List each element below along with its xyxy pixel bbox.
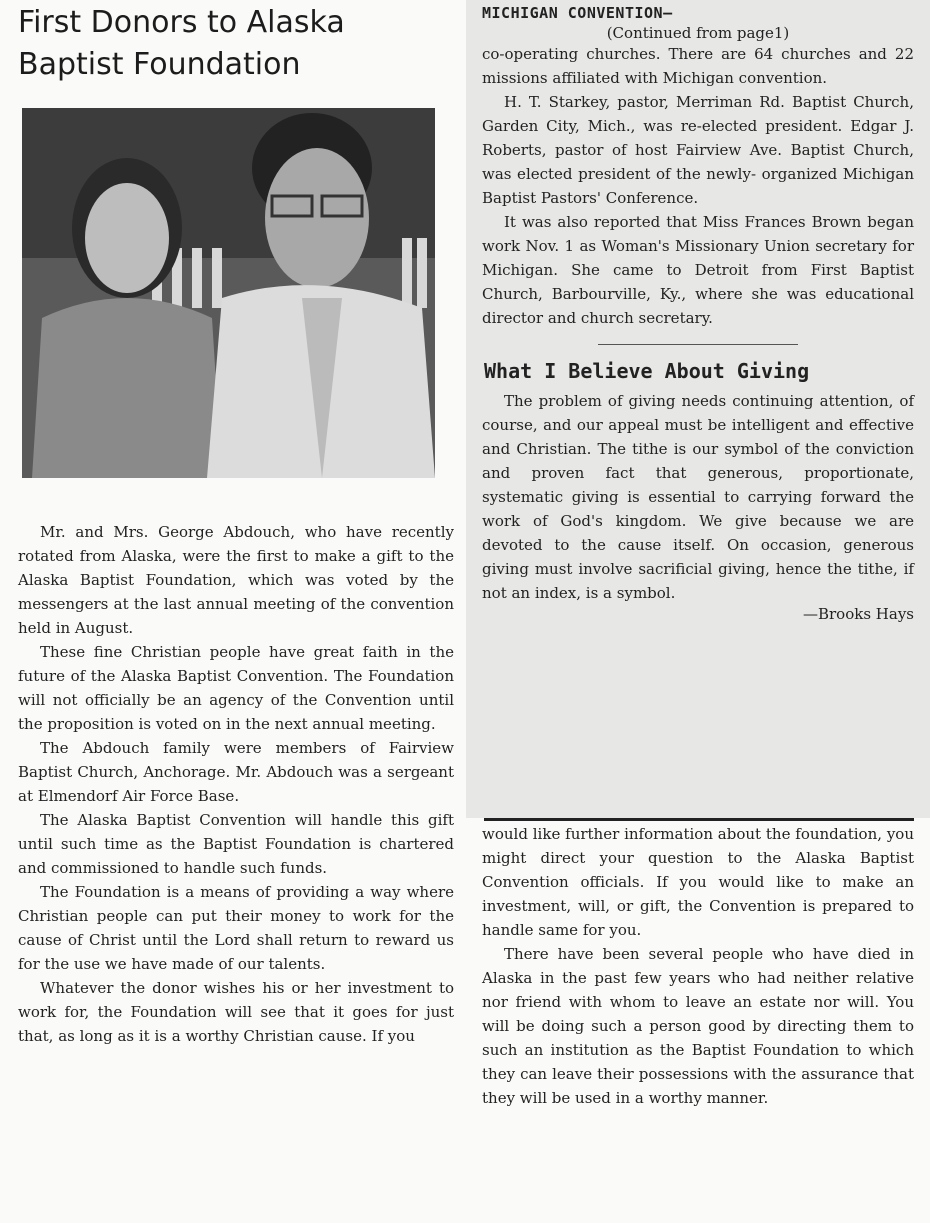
column-divider	[484, 818, 914, 821]
continued-article-body	[466, 822, 930, 1110]
byline: —Brooks Hays	[802, 605, 914, 623]
photo-illustration	[22, 108, 435, 478]
michigan-convention-box	[466, 0, 930, 818]
paragraph: The Abdouch family were members of Fairview Baptist Church, Anchorage. Mr. Abdouch was a sergeant at Elmendorf Air Force Base.	[18, 739, 454, 805]
paragraph: There have been several people who have died in Alaska in the past few years who had neither relative nor friend with whom to leave an estate nor will. You will be doing such a person good by directing them to such an institution as the Baptist Foundation to which they can leave their possessions with the assurance that they will be used in a worthy manner.	[482, 945, 914, 1107]
continued-note: (Continued from page1)	[606, 24, 790, 42]
paragraph: Whatever the donor wishes his or her investment to work for, the Foundation will see that it goes for just that, as long as it is a worthy Christian cause. If you	[18, 979, 454, 1045]
paragraph: It was also reported that Miss Frances Brown began work Nov. 1 as Woman's Missionary Union secretary for Michigan. She came to Detroit from First Baptist Church, Barbourville, Ky., where she was educational director and church secretary.	[482, 213, 914, 327]
paragraph: co-operating churches. There are 64 churches and 22 missions affiliated with Michigan convention.	[482, 45, 914, 87]
paragraph: These fine Christian people have great faith in the future of the Alaska Baptist Convention. The Foundation will not officially be an agency of the Convention until the proposition is voted on in the next annual meeting.	[18, 643, 454, 733]
michigan-article-body	[466, 42, 930, 330]
paragraph: The Alaska Baptist Convention will handle this gift until such time as the Baptist Foundation is chartered and commissioned to handle such funds.	[18, 811, 454, 877]
paragraph: Mr. and Mrs. George Abdouch, who have recently rotated from Alaska, were the first to make a gift to the Alaska Baptist Foundation, which was voted by the messengers at the last annual meeting of the convention held in August.	[18, 523, 454, 637]
left-article-body	[18, 520, 454, 1048]
donor-photo	[22, 108, 435, 478]
paragraph: would like further information about the foundation, you might direct your question to the Alaska Baptist Convention officials. If you would like to make an investment, will, or gift, the Convention is prepared to handle same for you.	[482, 825, 914, 939]
paragraph: H. T. Starkey, pastor, Merriman Rd. Baptist Church, Garden City, Mich., was re-elected president. Edgar J. Roberts, pastor of host Fairview Ave. Baptist Church, was elected president of the newly- organized Michigan Baptist Pastors' Conference.	[482, 93, 914, 207]
paragraph: The Foundation is a means of providing a way where Christian people can put their money to work for the cause of Christ until the Lord shall return to reward us for the use we have made of our talents.	[18, 883, 454, 973]
section-divider	[598, 344, 798, 345]
giving-subhead: What I Believe About Giving	[484, 359, 810, 383]
right-bottom-column	[466, 822, 930, 1110]
headline: First Donors to Alaska Baptist Foundation	[18, 5, 345, 82]
kicker: MICHIGAN CONVENTION—	[482, 4, 673, 22]
paragraph: The problem of giving needs continuing attention, of course, and our appeal must be intelligent and effective and Christian. The tithe is our symbol of the conviction and proven fact that generous, proportionate, systematic giving is essential to carrying forward the work of God's kingdom. We give because we are devoted to the cause itself. On occasion, generous giving must involve sacrificial giving, hence the tithe, if not an index, is a symbol.	[482, 392, 914, 602]
giving-article-body	[466, 389, 930, 605]
